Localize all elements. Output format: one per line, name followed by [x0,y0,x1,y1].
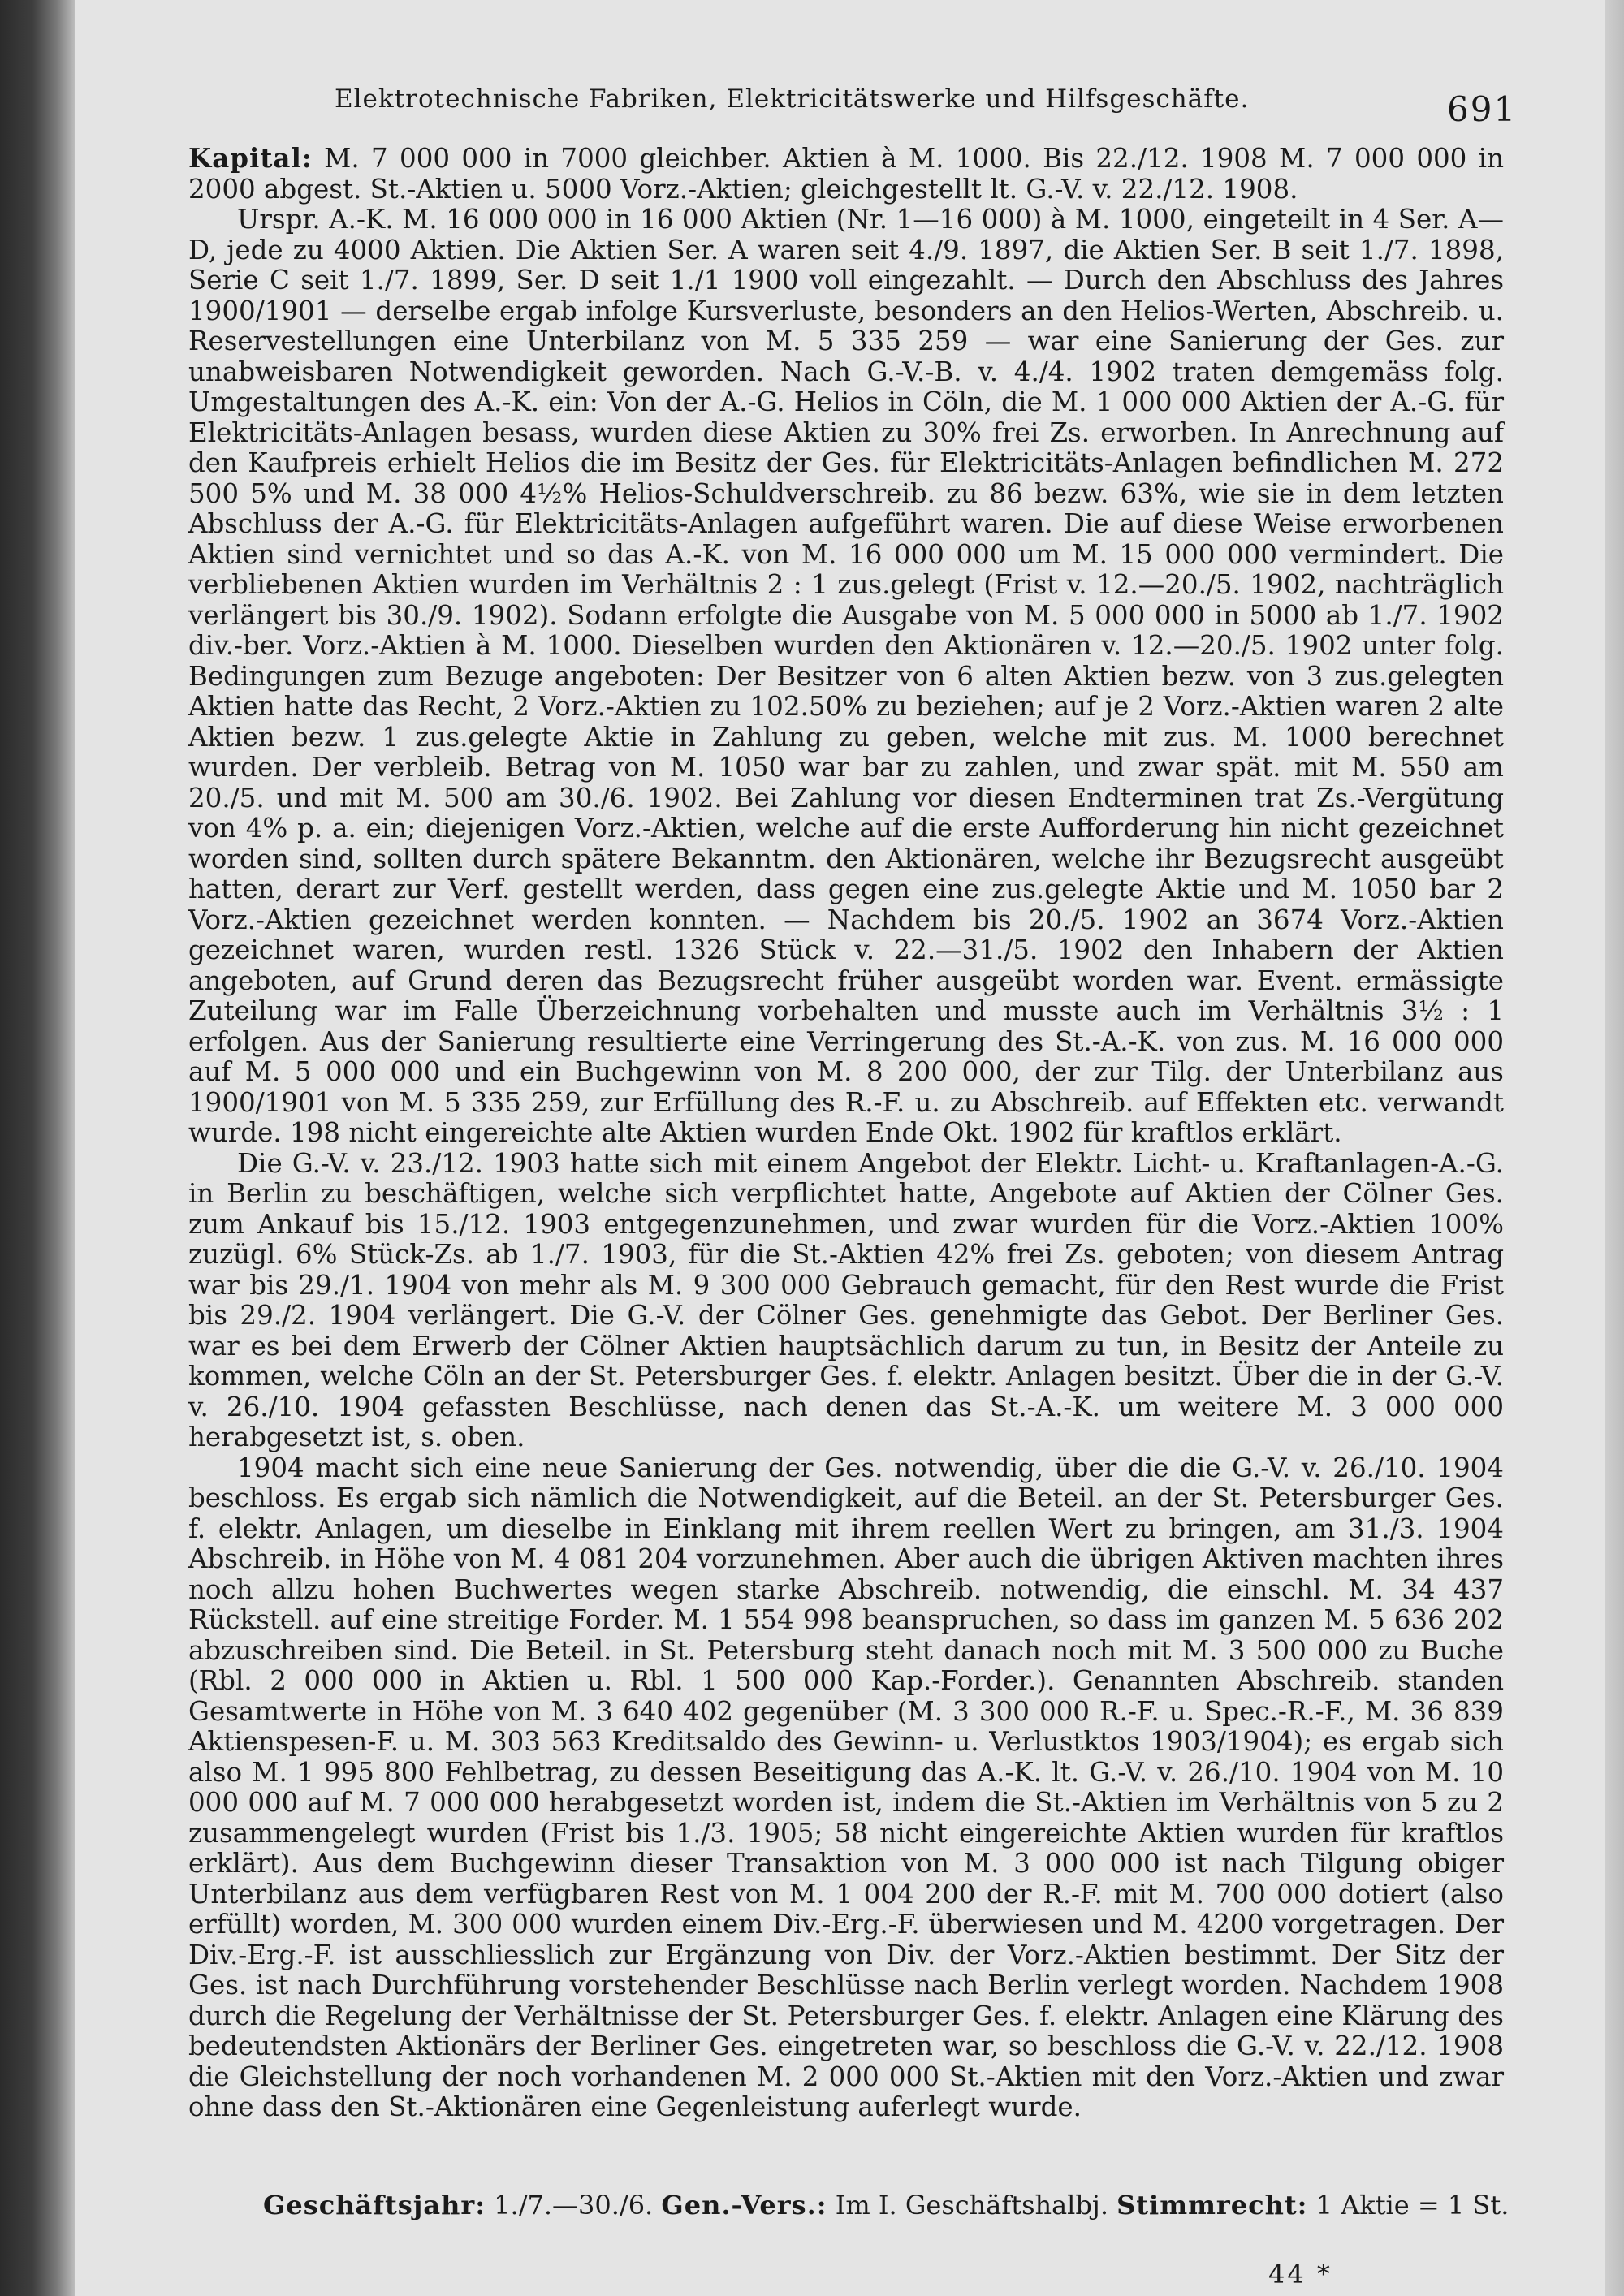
gen-vers-label: Gen.-Vers.: [661,2190,827,2220]
footer-line [263,2190,1510,2220]
kapital-text: M. 7 000 000 in 7000 gleichber. Aktien à M. 1000. Bis 22./12. 1908 M. 7 000 000 in 2000 abgest. St.-Aktien u. 5000 Vorz.-Aktien; gleichgestellt lt. G.-V. v. 22./12. 1908. [188,143,1504,205]
stimmrecht-label: Stimmrecht: [1116,2190,1308,2220]
scan-binding-edge [0,0,75,2296]
kapital-label: Kapital: [188,142,313,174]
body-text [188,143,1504,2123]
stimmrecht-value: 1 Aktie = 1 St. [1315,2190,1510,2220]
paragraph-sanierung-1902: Urspr. A.-K. M. 16 000 000 in 16 000 Aktien (Nr. 1—16 000) à M. 1000, eingeteilt in 4 Ser. A—D, jede zu 4000 Aktien. Die Aktien Ser. A waren seit 4./9. 1897, die Aktien Ser. B seit 1./7. 1898, Serie C seit 1./7. 1899, Ser. D seit 1./1 1900 voll eingezahlt. — Durch den Abschluss des Jahres 1900/1901 — derselbe ergab infolge Kursverluste, besonders an den Helios-Werten, Abschreib. u. Reservestellungen eine Unterbilanz von M. 5 335 259 — war eine Sanierung der Ges. zur unabweisbaren Notwendigkeit geworden. Nach G.-V.-B. v. 4./4. 1902 traten demgemäss folg. Umgestaltungen des A.-K. ein: Von der A.-G. Helios in Cöln, die M. 1 000 000 Aktien der A.-G. für Elektricitäts-Anlagen besass, wurden diese Aktien zu 30% frei Zs. erworben. In Anrechnung auf den Kaufpreis erhielt Helios die im Besitz der Ges. für Elektricitäts-Anlagen befindlichen M. 272 500 5% und M. 38 000 4½% Helios-Schuldverschreib. zu 86 bezw. 63%, wie sie in dem letzten Abschluss der A.-G. für Elektricitäts-Anlagen aufgeführt waren. Die auf diese Weise erworbenen Aktien sind vernichtet und so das A.-K. von M. 16 000 000 um M. 15 000 000 vermindert. Die verbliebenen Aktien wurden im Verhältnis 2 : 1 zus.gelegt (Frist v. 12.—20./5. 1902, nachträglich verlängert bis 30./9. 1902). Sodann erfolgte die Ausgabe von M. 5 000 000 in 5000 ab 1./7. 1902 div.-ber. Vorz.-Aktien à M. 1000. Dieselben wurden den Aktionären v. 12.—20./5. 1902 unter folg. Bedingungen zum Bezuge angeboten: Der Besitzer von 6 alten Aktien bezw. von 3 zus.gelegten Aktien hatte das Recht, 2 Vorz.-Aktien zu 102.50% zu beziehen; auf je 2 Vorz.-Aktien waren 2 alte Aktien bezw. 1 zus.gelegte Aktie in Zahlung zu geben, welche mit zus. M. 1000 berechnet wurden. Der verbleib. Betrag von M. 1050 war bar zu zahlen, und zwar spät. mit M. 550 am 20./5. und mit M. 500 am 30./6. 1902. Bei Zahlung vor diesen Endterminen trat Zs.-Vergütung von 4% p. a. ein; diejenigen Vorz.-Aktien, welche auf die erste Aufforderung hin nicht gezeichnet worden sind, sollten durch spätere Bekanntm. den Aktionären, welche ihr Bezugsrecht ausgeübt hatten, derart zur Verf. gestellt werden, dass gegen eine zus.gelegte Aktie und M. 1050 bar 2 Vorz.-Aktien gezeichnet werden konnten. — Nachdem bis 20./5. 1902 an 3674 Vorz.-Aktien gezeichnet waren, wurden restl. 1326 Stück v. 22.—31./5. 1902 den Inhabern der Aktien angeboten, auf Grund deren das Bezugsrecht früher ausgeübt worden war. Event. ermässigte Zuteilung war im Falle Überzeichnung vorbehalten und musste auch im Verhältnis 3½ : 1 erfolgen. Aus der Sanierung resultierte eine Verringerung des St.-A.-K. von zus. M. 16 000 000 auf M. 5 000 000 und ein Buchgewinn von M. 8 200 000, der zur Tilg. der Unterbilanz aus 1900/1901 von M. 5 335 259, zur Erfüllung des R.-F. u. zu Abschreib. auf Effekten etc. verwandt wurde. 198 nicht eingereichte alte Aktien wurden Ende Okt. 1902 für kraftlos erklärt. [188,204,1504,1148]
scan-right-edge [1605,0,1624,2296]
document-page [75,0,1605,2296]
paragraph-angebot-1903: Die G.-V. v. 23./12. 1903 hatte sich mit einem Angebot der Elektr. Licht- u. Kraftanlagen-A.-G. in Berlin zu beschäftigen, welche sich verpflichtet hatte, Angebote auf Aktien der Cölner Ges. zum Ankauf bis 15./12. 1903 entgegenzunehmen, und zwar wurden für die Vorz.-Aktien 100% zuzügl. 6% Stück-Zs. ab 1./7. 1903, für die St.-Aktien 42% frei Zs. geboten; von diesem Antrag war bis 29./1. 1904 von mehr als M. 9 300 000 Gebrauch gemacht, für den Rest wurde die Frist bis 29./2. 1904 verlängert. Die G.-V. der Cölner Ges. genehmigte das Gebot. Der Berliner Ges. war es bei dem Erwerb der Cölner Aktien hauptsächlich darum zu tun, in Besitz der Anteile zu kommen, welche Cöln an der St. Petersburger Ges. f. elektr. Anlagen besitzt. Über die in der G.-V. v. 26./10. 1904 gefassten Beschlüsse, nach denen das St.-A.-K. um weitere M. 3 000 000 herabgesetzt ist, s. oben. [188,1147,1504,1452]
running-head: Elektrotechnische Fabriken, Elektricitätswerke und Hilfsgeschäfte. [335,84,1250,114]
signature-mark: 44 * [1268,2259,1332,2290]
geschaeftsjahr-label: Geschäftsjahr: [263,2190,486,2220]
geschaeftsjahr-value: 1./7.—30./6. [494,2190,654,2220]
kapital-paragraph [188,143,1504,205]
page-number: 691 [1447,89,1518,129]
gen-vers-value: Im I. Geschäftshalbj. [835,2190,1108,2220]
paragraph-sanierung-1904: 1904 macht sich eine neue Sanierung der Ges. notwendig, über die die G.-V. v. 26./10. 1904 beschloss. Es ergab sich nämlich die Notwendigkeit, auf die Beteil. an der St. Petersburger Ges. f. elektr. Anlagen, um dieselbe in Einklang mit ihrem reellen Wert zu bringen, am 31./3. 1904 Abschreib. in Höhe von M. 4 081 204 vorzunehmen. Aber auch die übrigen Aktiven machten ihres noch allzu hohen Buchwertes wegen starke Abschreib. notwendig, die einschl. M. 34 437 Rückstell. auf eine streitige Forder. M. 1 554 998 beanspruchen, so dass im ganzen M. 5 636 202 abzuschreiben sind. Die Beteil. in St. Petersburg steht danach noch mit M. 3 500 000 zu Buche (Rbl. 2 000 000 in Aktien u. Rbl. 1 500 000 Kap.-Forder.). Genannten Abschreib. standen Gesamtwerte in Höhe von M. 3 640 402 gegenüber (M. 3 300 000 R.-F. u. Spec.-R.-F., M. 36 839 Aktienspesen-F. u. M. 303 563 Kreditsaldo des Gewinn- u. Verlustktos 1903/1904); es ergab sich also M. 1 995 800 Fehlbetrag, zu dessen Beseitigung das A.-K. lt. G.-V. v. 26./10. 1904 von M. 10 000 000 auf M. 7 000 000 herabgesetzt worden ist, indem die St.-Aktien im Verhältnis von 5 zu 2 zusammengelegt wurden (Frist bis 1./3. 1905; 58 nicht eingereichte Aktien wurden für kraftlos erklärt). Aus dem Buchgewinn dieser Transaktion von M. 3 000 000 ist nach Tilgung obiger Unterbilanz aus dem verfügbaren Rest von M. 1 004 200 der R.-F. mit M. 700 000 dotiert (also erfüllt) worden, M. 300 000 wurden einem Div.-Erg.-F. überwiesen und M. 4200 vorgetragen. Der Div.-Erg.-F. ist ausschliesslich zur Ergänzung von Div. der Vorz.-Aktien bestimmt. Der Sitz der Ges. ist nach Durchführung vorstehender Beschlüsse nach Berlin verlegt worden. Nachdem 1908 durch die Regelung der Verhältnisse der St. Petersburger Ges. f. elektr. Anlagen eine Klärung des bedeutendsten Aktionärs der Berliner Ges. eingetreten war, so beschloss die G.-V. v. 22./12. 1908 die Gleichstellung der noch vorhandenen M. 2 000 000 St.-Aktien mit den Vorz.-Aktien und zwar ohne dass den St.-Aktionären eine Gegenleistung auferlegt wurde. [188,1452,1504,2122]
